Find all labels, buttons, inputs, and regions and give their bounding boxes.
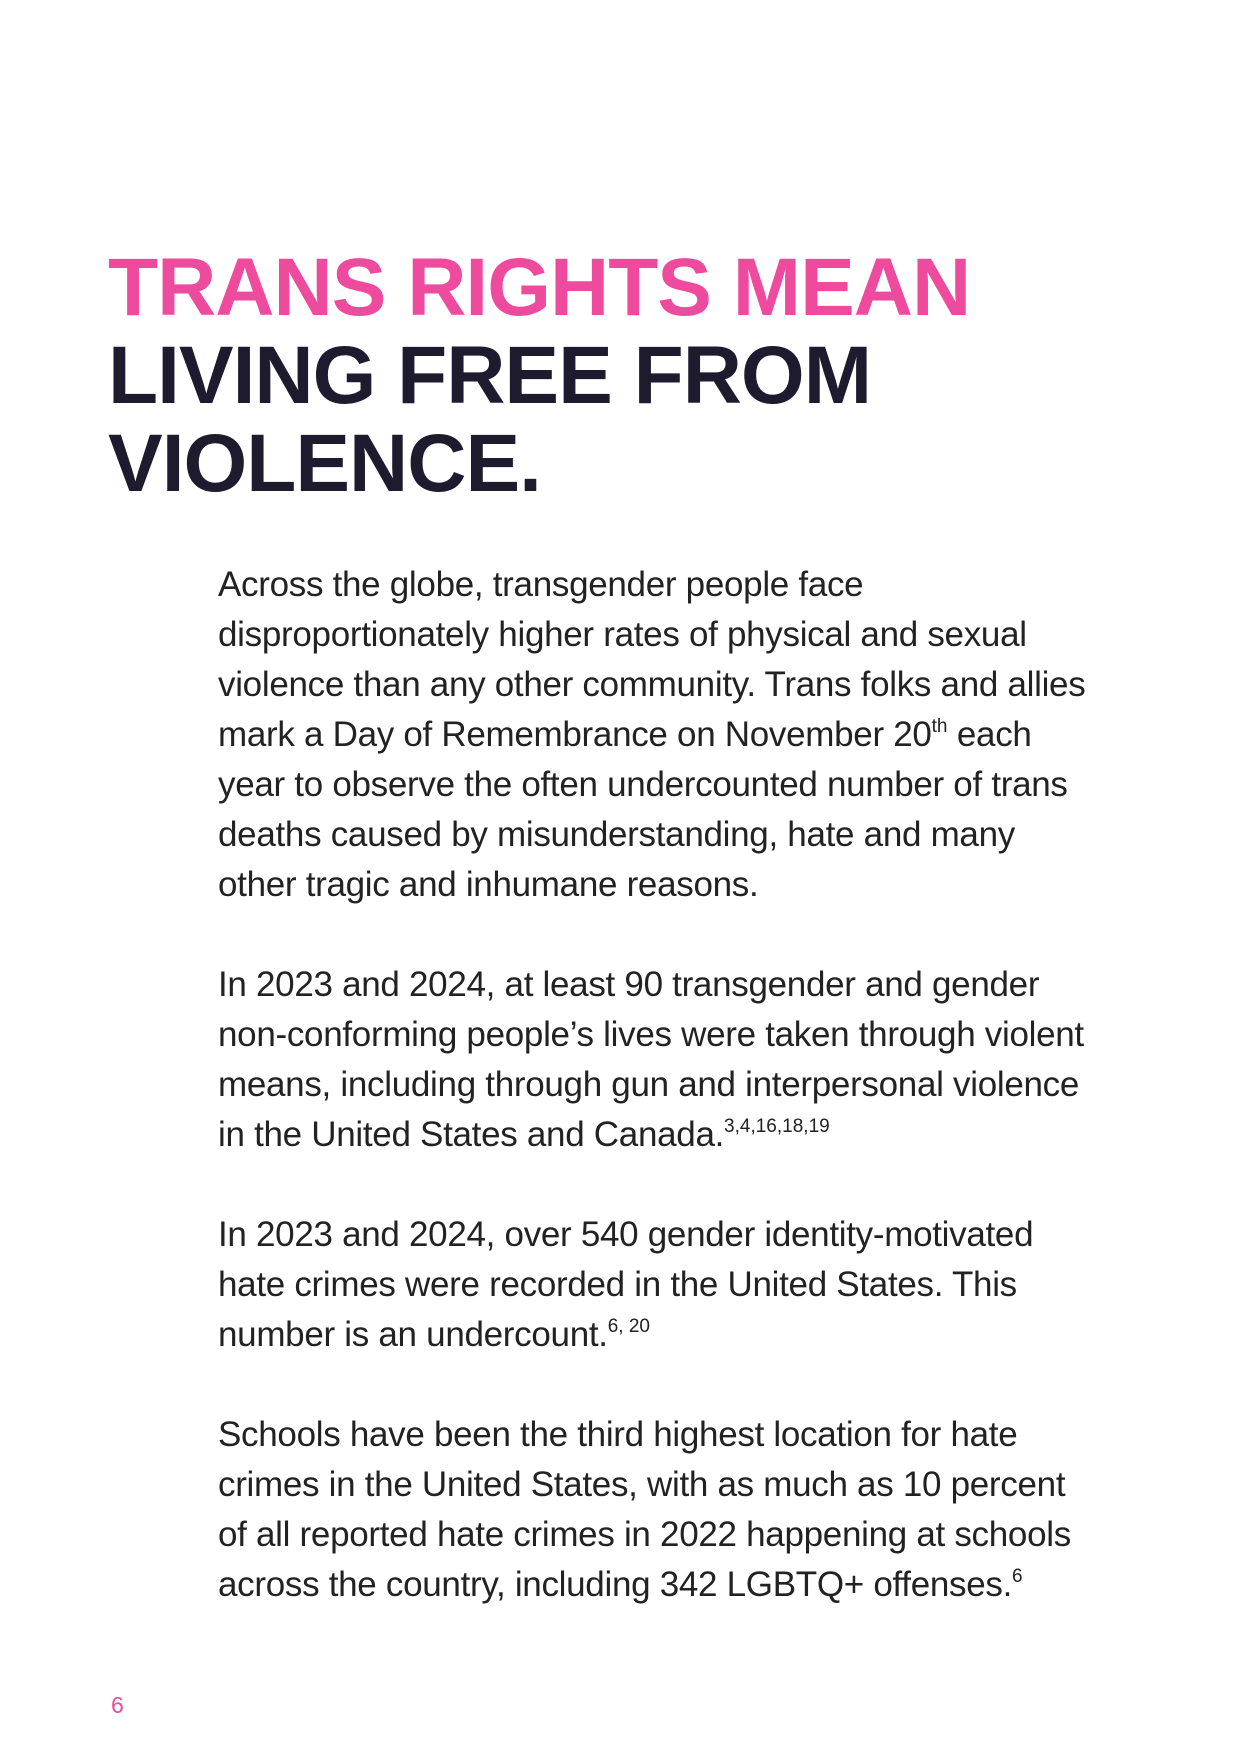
- text-line: In 2023 and 2024, at least 90 transgender and gender: [218, 965, 1040, 1004]
- text-line: In 2023 and 2024, over 540 gender identity-motivated: [218, 1215, 1034, 1254]
- paragraph-schools: [218, 1410, 1138, 1610]
- text-segment: mark a Day of Remembrance on November 20: [218, 715, 932, 754]
- citation-superscript: 3,4,16,18,19: [724, 1116, 830, 1137]
- text-line: year to observe the often undercounted number of trans: [218, 765, 1068, 804]
- text-line: Across the globe, transgender people face: [218, 565, 864, 604]
- text-segment: number is an undercount.: [218, 1315, 608, 1354]
- paragraph-remembrance: [218, 560, 1138, 910]
- text-line: means, including through gun and interpersonal violence: [218, 1065, 1080, 1104]
- text-line: Schools have been the third highest location for hate: [218, 1415, 1018, 1454]
- text-line: [218, 710, 1138, 760]
- title-line-3: VIOLENCE.: [108, 418, 541, 509]
- citation-superscript: 6: [1012, 1566, 1023, 1587]
- paragraph-hate-crimes: [218, 1210, 1138, 1360]
- text-line: crimes in the United States, with as much as 10 percent: [218, 1465, 1066, 1504]
- text-segment: in the United States and Canada.: [218, 1115, 725, 1154]
- text-line: disproportionately higher rates of physical and sexual: [218, 615, 1027, 654]
- text-segment: across the country, including 342 LGBTQ+ offenses.: [218, 1565, 1013, 1604]
- title-line-2: LIVING FREE FROM: [108, 330, 871, 421]
- text-line: deaths caused by misunderstanding, hate and many: [218, 815, 1015, 854]
- title-line-1: TRANS RIGHTS MEAN: [108, 242, 971, 333]
- text-line: other tragic and inhumane reasons.: [218, 865, 759, 904]
- text-line: [218, 1560, 1138, 1610]
- page-number: 6: [111, 1692, 124, 1718]
- body-text: [218, 560, 1138, 1660]
- citation-superscript: 6, 20: [607, 1316, 650, 1337]
- paragraph-lives-taken: [218, 960, 1138, 1160]
- text-line: violence than any other community. Trans folks and allies: [218, 665, 1086, 704]
- text-line: [218, 1110, 1138, 1160]
- text-line: of all reported hate crimes in 2022 happening at schools: [218, 1515, 1071, 1554]
- text-line: hate crimes were recorded in the United States. This: [218, 1265, 1017, 1304]
- superscript-ordinal: th: [931, 716, 948, 737]
- text-line: [218, 1310, 1138, 1360]
- text-segment: each: [947, 715, 1032, 754]
- page-title: [108, 244, 970, 508]
- text-line: non-conforming people’s lives were taken through violent: [218, 1015, 1084, 1054]
